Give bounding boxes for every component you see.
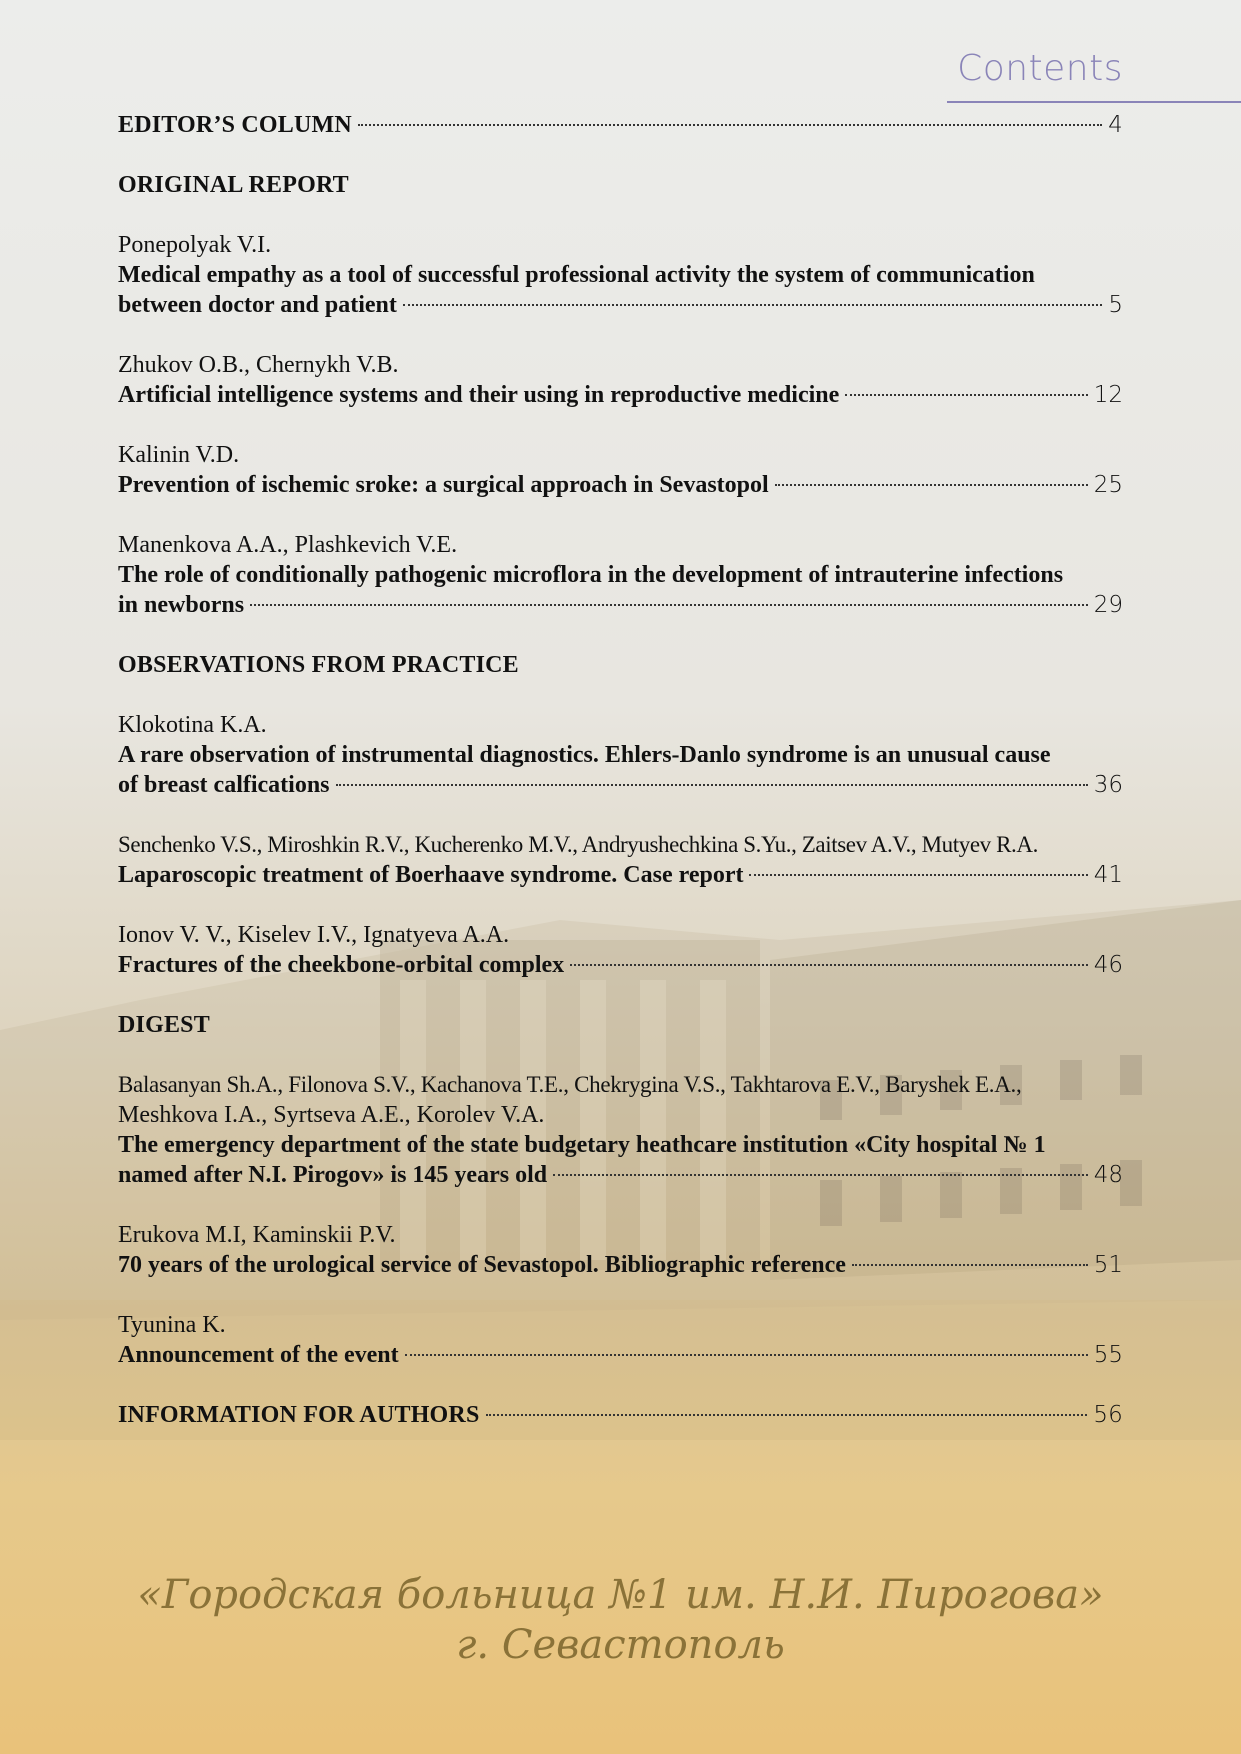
dot-leader — [486, 1414, 1088, 1416]
entry-title: The emergency department of the state budgetary heathcare institution «City hospital № 1 — [118, 1132, 1046, 1158]
entry-title: Artificial intelligence systems and their using in reproductive medicine — [118, 382, 840, 408]
toc-entry[interactable] — [118, 710, 1123, 800]
toc-section-label: INFORMATION FOR AUTHORS — [118, 1402, 480, 1428]
page-number: 41 — [1093, 862, 1123, 888]
toc-entry[interactable] — [118, 530, 1123, 620]
entry-authors: Manenkova A.A., Plashkevich V.E. — [118, 532, 458, 558]
entry-title: The role of conditionally pathogenic microflora in the development of intrauterine infections — [118, 562, 1064, 588]
page-number: 56 — [1093, 1402, 1123, 1428]
entry-title-continued: in newborns — [118, 592, 245, 618]
dot-leader — [358, 124, 1102, 126]
entry-authors: Senchenko V.S., Miroshkin R.V., Kucherenko M.V., Andryushechkina S.Yu., Zaitsev A.V., Mutyev R.A. — [118, 832, 1038, 857]
entry-authors: Zhukov O.B., Chernykh V.B. — [118, 352, 399, 378]
hospital-caption — [0, 1570, 1241, 1670]
page-number: 46 — [1093, 952, 1123, 978]
entry-title: Medical empathy as a tool of successful professional activity the system of communication — [118, 262, 1035, 288]
toc-entry[interactable] — [118, 350, 1123, 410]
table-of-contents — [118, 110, 1123, 1430]
section-heading-observations: OBSERVATIONS FROM PRACTICE — [118, 652, 519, 678]
page-number: 5 — [1108, 292, 1123, 318]
page-number: 55 — [1093, 1342, 1123, 1368]
entry-title: Laparoscopic treatment of Boerhaave syndrome. Case report — [118, 862, 744, 888]
toc-entry[interactable] — [118, 1310, 1123, 1370]
dot-leader — [570, 964, 1088, 966]
toc-section-label: EDITOR’S COLUMN — [118, 112, 352, 138]
entry-authors: Balasanyan Sh.A., Filonova S.V., Kachanova T.E., Chekrygina V.S., Takhtarova E.V., Baryshek E.A., — [118, 1072, 1022, 1097]
dot-leader — [852, 1264, 1088, 1266]
entry-authors: Ponepolyak V.I. — [118, 232, 272, 258]
toc-entry[interactable] — [118, 920, 1123, 980]
page-number: 51 — [1093, 1252, 1123, 1278]
entry-title: 70 years of the urological service of Sevastopol. Bibliographic reference — [118, 1252, 846, 1278]
entry-title: Announcement of the event — [118, 1342, 399, 1368]
section-heading-digest: DIGEST — [118, 1012, 210, 1038]
entry-title: A rare observation of instrumental diagnostics. Ehlers-Danlo syndrome is an unusual cause — [118, 742, 1051, 768]
entry-authors: Ionov V. V., Kiselev I.V., Ignatyeva A.A. — [118, 922, 510, 948]
page-number: 36 — [1093, 772, 1123, 798]
section-heading-original-report: ORIGINAL REPORT — [118, 172, 349, 198]
toc-entry-information-for-authors[interactable] — [118, 1400, 1123, 1430]
dot-leader — [749, 874, 1087, 876]
page-number: 4 — [1108, 112, 1123, 138]
page-number: 25 — [1093, 472, 1123, 498]
entry-authors: Erukova M.I, Kaminskii P.V. — [118, 1222, 396, 1248]
toc-entry-editors-column[interactable] — [118, 110, 1123, 140]
page-number: 48 — [1093, 1162, 1123, 1188]
caption-line-2: г. Севастополь — [456, 1622, 785, 1668]
dot-leader — [250, 604, 1088, 606]
dot-leader — [403, 304, 1102, 306]
dot-leader — [553, 1174, 1088, 1176]
entry-title: Fractures of the cheekbone-orbital complex — [118, 952, 565, 978]
entry-authors-continued: Meshkova I.A., Syrtseva A.E., Korolev V.A. — [118, 1102, 545, 1128]
caption-line-1: «Городская больница №1 им. Н.И. Пирогова» — [137, 1572, 1104, 1618]
toc-entry[interactable] — [118, 1070, 1123, 1190]
toc-entry[interactable] — [118, 1220, 1123, 1280]
dot-leader — [845, 394, 1087, 396]
entry-title: Prevention of ischemic sroke: a surgical approach in Sevastopol — [118, 472, 769, 498]
entry-title-continued: between doctor and patient — [118, 292, 397, 318]
dot-leader — [405, 1354, 1088, 1356]
dot-leader — [775, 484, 1088, 486]
entry-title-continued: named after N.I. Pirogov» is 145 years old — [118, 1162, 548, 1188]
title-underline — [947, 101, 1241, 103]
toc-entry[interactable] — [118, 230, 1123, 320]
page-number: 29 — [1093, 592, 1123, 618]
dot-leader — [336, 784, 1088, 786]
entry-authors: Klokotina K.A. — [118, 712, 267, 738]
toc-entry[interactable] — [118, 440, 1123, 500]
page-number: 12 — [1093, 382, 1123, 408]
entry-title-continued: of breast calfications — [118, 772, 330, 798]
entry-authors: Kalinin V.D. — [118, 442, 240, 468]
entry-authors: Tyunina K. — [118, 1312, 226, 1338]
page-title: Contents — [957, 48, 1123, 89]
toc-entry[interactable] — [118, 830, 1123, 890]
